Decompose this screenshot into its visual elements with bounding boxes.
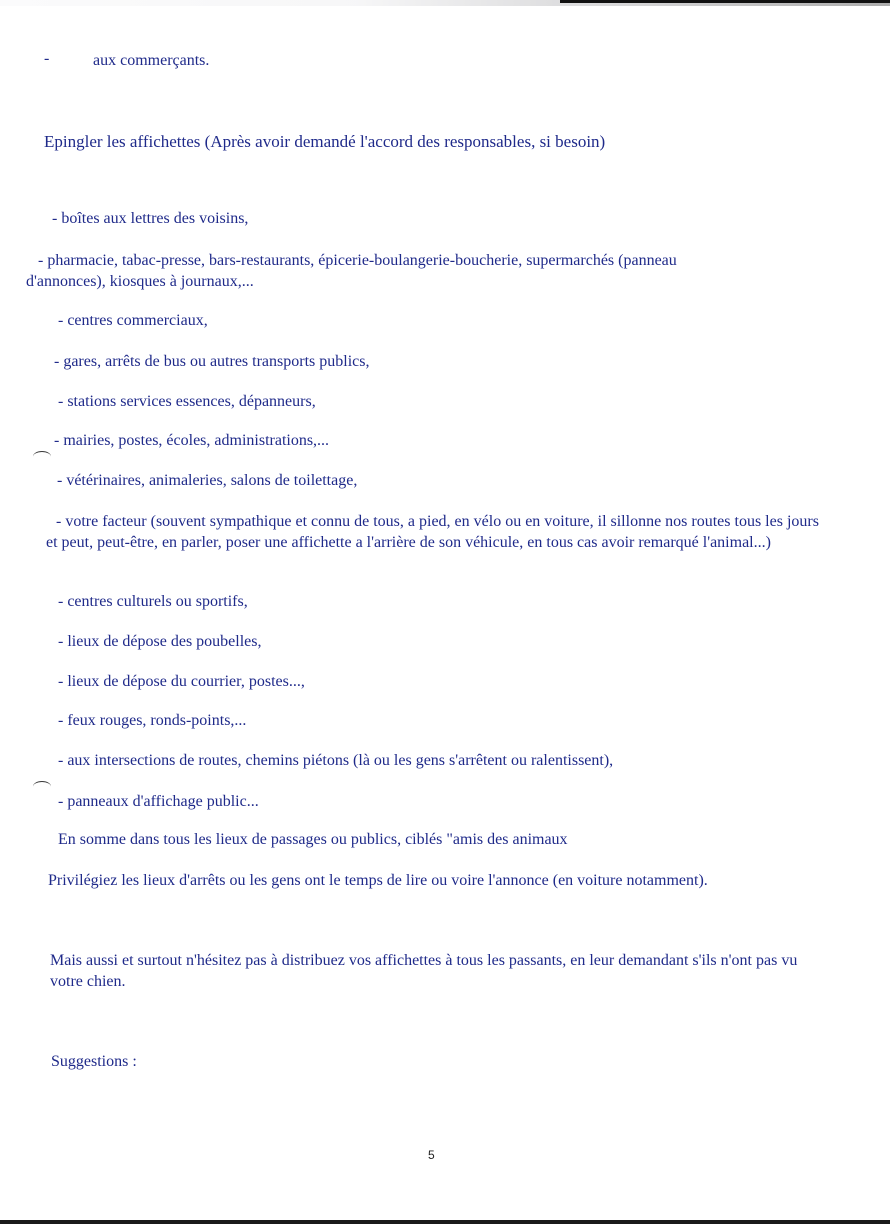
suggestions-heading: Suggestions : — [51, 1053, 137, 1070]
privilege-text: Privilégiez les lieux d'arrêts ou les gens ont le temps de lire ou voire l'annonce (en voiture notamment). — [48, 872, 708, 889]
list-item: - lieux de dépose du courrier, postes..., — [58, 673, 305, 690]
page-number: 5 — [428, 1148, 435, 1162]
list-item: - lieux de dépose des poubelles, — [58, 633, 262, 650]
list-item-facteur: - votre facteur (souvent sympathique et connu de tous, a pied, en vélo ou en voiture, il sillonne nos routes tous les jours et peut, peut-être, en parler, poser une affichette a l'arrière de son véhicule, en tous cas avoir remarqué l'animal...) — [46, 513, 819, 551]
list-item: - aux intersections de routes, chemins piétons (là ou les gens s'arrêtent ou ralentissent), — [58, 752, 614, 769]
scan-edge-bottom — [0, 1220, 890, 1224]
scan-edge-top-right — [560, 0, 890, 3]
list-item: - stations services essences, dépanneurs, — [58, 393, 316, 410]
margin-mark — [33, 781, 51, 792]
summary-text: En somme dans tous les lieux de passages ou publics, ciblés "amis des animaux — [58, 831, 568, 848]
intro-heading: Epingler les affichettes (Après avoir demandé l'accord des responsables, si besoin) — [44, 132, 606, 151]
list-item: - boîtes aux lettres des voisins, — [52, 210, 249, 227]
margin-mark — [33, 451, 51, 462]
list-item: - pharmacie, tabac-presse, bars-restaurants, épicerie-boulangerie-boucherie, supermarchés (panneau d'annonces), kiosques à journaux,... — [26, 252, 677, 290]
distribute-text: Mais aussi et surtout n'hésitez pas à distribuez vos affichettes à tous les passants, en leur demandant s'ils n'ont pas vu votre chien. — [50, 952, 798, 990]
list-item: - centres commerciaux, — [58, 312, 208, 329]
list-item: - gares, arrêts de bus ou autres transports publics, — [54, 353, 370, 370]
list-item: - panneaux d'affichage public... — [58, 793, 259, 810]
list-item: - feux rouges, ronds-points,... — [58, 712, 247, 729]
list-dash: - — [44, 50, 50, 67]
list-item: - vétérinaires, animaleries, salons de toilettage, — [57, 472, 358, 489]
list-item: - centres culturels ou sportifs, — [58, 593, 248, 610]
list-item: - mairies, postes, écoles, administrations,... — [54, 432, 330, 449]
list-item-commercants: aux commerçants. — [93, 52, 210, 69]
